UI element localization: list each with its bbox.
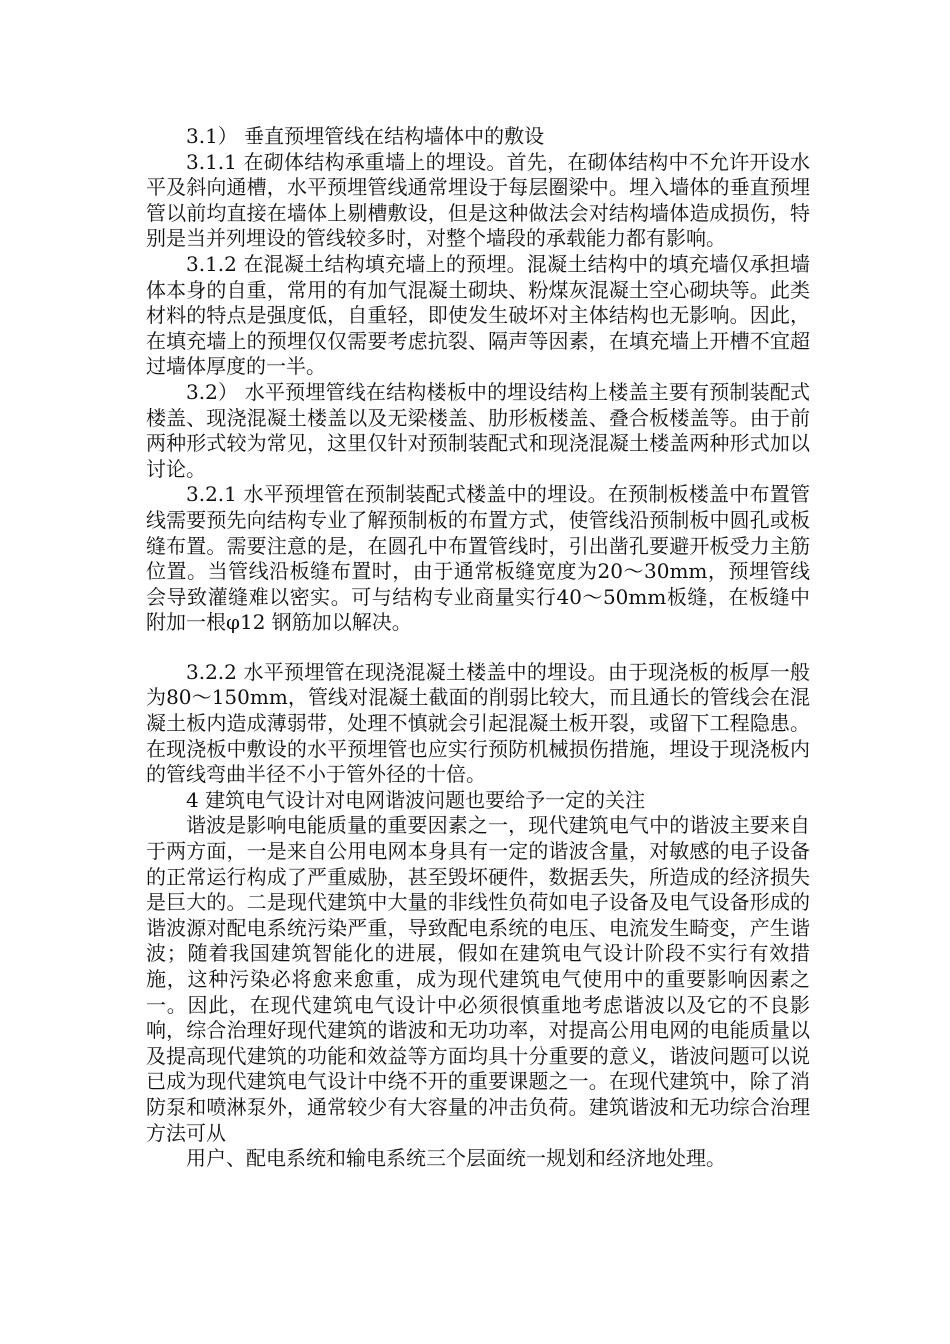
paragraph-harmonics: 谐波是影响电能质量的重要因素之一，现代建筑电气中的谐波主要来自于两方面，一是来自公用电网本身具有一定的谐波含量，对敏感的电子设备的正常运行构成了严重威胁，甚至毁坏硬件，数据丢失，所造成的经济损失是巨大的。二是现代建筑中大量的非线性负荷如电子设备及电气设备形成的谐波源对配电系统污染严重，导致配电系统的电压、电流发生畸变，产生谐波；随着我国建筑智能化的进展，假如在建筑电气设计阶段不实行有效措施，这种污染必将愈来愈重，成为现代建筑电气使用中的重要影响因素之一。因此，在现代建筑电气设计中必须很慎重地考虑谐波以及它的不良影响，综合治理好现代建筑的谐波和无功功率，对提高公用电网的电能质量以及提高现代建筑的功能和效益等方面均具十分重要的意义，谐波问题可以说已成为现代建筑电气设计中绕不开的重要课题之一。在现代建筑中，除了消防泵和喷淋泵外，通常较少有大容量的冲击负荷。建筑谐波和无功综合治理方法可从 <box>146 813 810 1145</box>
paragraph-3-2-1: 3.2.1 水平预埋管在预制装配式楼盖中的埋设。在预制板楼盖中布置管线需要预先向结构专业了解预制板的布置方式，使管线沿预制板中圆孔或板缝布置。需要注意的是，在圆孔中布置管线时，引出凿孔要避开板受力主筋位置。当管线沿板缝布置时，由于通常板缝宽度为20～30mm，预埋管线会导致灌缝难以密实。可与结构专业商量实行40～50mm板缝，在板缝中附加一根φ12 钢筋加以解决。 <box>146 482 810 635</box>
section-heading-3-1: 3.1） 垂直预埋管线在结构墙体中的敷设 <box>186 124 545 148</box>
paragraph-harmonics-continued: 用户、配电系统和输电系统三个层面统一规划和经济地处理。 <box>186 1146 726 1171</box>
section-heading-4: 4 建筑电气设计对电网谐波问题也要给予一定的关注 <box>186 787 646 812</box>
paragraph-3-2-2: 3.2.2 水平预埋管在现浇混凝土楼盖中的埋设。由于现浇板的板厚一般为80～150mm，管线对混凝土截面的削弱比较大，而且通长的管线会在混凝土板内造成薄弱带，处理不慎就会引起混凝土板开裂，或留下工程隐患。在现浇板中敷设的水平预埋管也应实行预防机械损伤措施，埋设于现浇板内的管线弯曲半径不小于管外径的十倍。 <box>146 659 810 787</box>
paragraph-3-2: 3.2） 水平预埋管线在结构楼板中的埋设结构上楼盖主要有预制装配式楼盖、现浇混凝土楼盖以及无梁楼盖、肋形板楼盖、叠合板楼盖等。由于前两种形式较为常见，这里仅针对预制装配式和现浇混凝土楼盖两种形式加以讨论。 <box>146 379 810 481</box>
document-page <box>146 124 810 1172</box>
paragraph-3-1-1: 3.1.1 在砌体结构承重墙上的埋设。首先，在砌体结构中不允许开设水平及斜向通槽，水平预埋管线通常埋设于每层圈梁中。埋入墙体的垂直预埋管以前均直接在墙体上剔槽敷设，但是这种做法会对结构墙体造成损伤，特别是当并列埋设的管线较多时，对整个墙段的承载能力都有影响。 <box>146 149 810 251</box>
paragraph-3-1-2: 3.1.2 在混凝土结构填充墙上的预埋。混凝土结构中的填充墙仅承担墙体本身的自重，常用的有加气混凝土砌块、粉煤灰混凝土空心砌块等。此类材料的特点是强度低，自重轻，即使发生破坏对主体结构也无影响。因此，在填充墙上的预埋仅仅需要考虑抗裂、隔声等因素，在填充墙上开槽不宜超过墙体厚度的一半。 <box>146 251 810 379</box>
